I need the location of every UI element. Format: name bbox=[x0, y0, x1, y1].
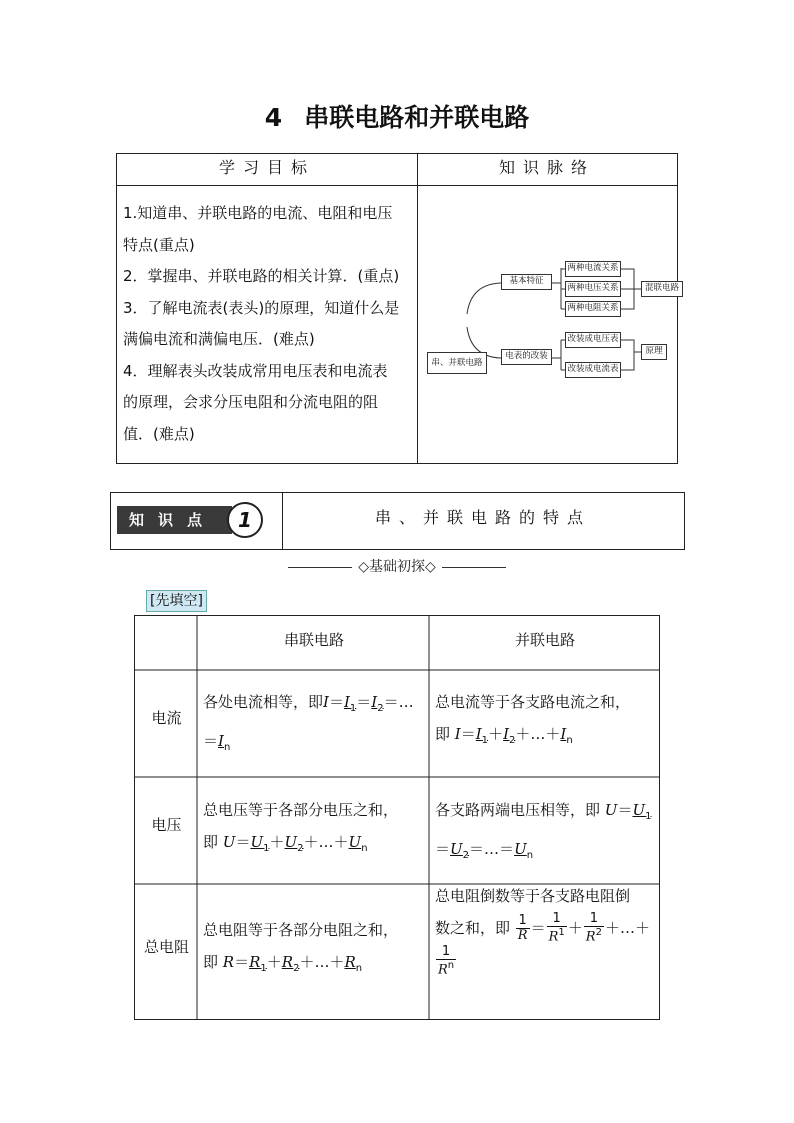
mindmap-leaf: 改装成电流表 bbox=[565, 362, 621, 378]
section-label: ◇基础初探◇ bbox=[0, 556, 794, 576]
mindmap-end-principle: 原理 bbox=[641, 344, 667, 360]
knowledge-point-number: 1 bbox=[227, 502, 263, 538]
parallel-resistance-cell: 总电阻倒数等于各支路电阻倒 数之和，即 $\frac{1}{R}$ ＝ $\frac{1}{R^1}$ ＋ $\frac{1}{R^2}$ ＋…＋ $\frac{1}{R^n}$ bbox=[435, 887, 650, 978]
mindmap-leaf: 两种电流关系 bbox=[565, 261, 621, 277]
series-voltage-cell: 总电压等于各部分电压之和， 即 $U=U_1+U_2+\dots+U_n$ bbox=[203, 801, 399, 854]
page-title: 4 串联电路和并联电路 bbox=[264, 103, 530, 132]
goal-line: 4．理解表头改装成常用电压表和电流表 bbox=[123, 361, 388, 380]
row-header-voltage: 电压 bbox=[151, 816, 182, 834]
goal-line: 2．掌握串、并联电路的相关计算．(重点) bbox=[123, 267, 400, 285]
goal-line: 1.知道串、并联电路的电流、电阻和电压 bbox=[123, 204, 393, 222]
row-header-current: 电流 bbox=[151, 709, 182, 727]
col-header-series: 串联电路 bbox=[283, 631, 344, 649]
mindmap-leaf: 改装成电压表 bbox=[565, 332, 621, 348]
goal-line: 3．了解电流表(表头)的原理，知道什么是 bbox=[123, 298, 400, 317]
objectives-table bbox=[116, 153, 678, 464]
mindmap-end-mixed: 混联电路 bbox=[641, 281, 683, 297]
circuit-comparison-table bbox=[134, 615, 660, 1020]
mindmap-branch-meter: 电表的改装 bbox=[501, 349, 552, 365]
goal-line: 特点(重点) bbox=[123, 235, 195, 254]
mindmap-branch-features: 基本特征 bbox=[501, 274, 552, 290]
knowledge-point-badge: 知识点 bbox=[117, 506, 232, 534]
knowledge-point-bar bbox=[110, 492, 685, 550]
fill-blank-tag: [先填空] bbox=[146, 590, 207, 612]
goals-list bbox=[123, 198, 413, 450]
col-header-parallel: 并联电路 bbox=[514, 631, 575, 649]
parallel-current-cell: 总电流等于各支路电流之和， 即 $I=I_1+I_2+\dots+I_n$ bbox=[435, 693, 631, 746]
header-knowledge-map: 知识脉络 bbox=[498, 158, 595, 177]
mindmap-root: 串、并联电路 bbox=[427, 352, 487, 374]
knowledge-point-title: 串、并联电路的特点 bbox=[374, 508, 591, 527]
goal-line: 满偏电流和满偏电压．(难点) bbox=[123, 330, 315, 348]
goal-line: 值．(难点) bbox=[123, 424, 195, 443]
parallel-voltage-cell: 各支路两端电压相等，即 $U=U_1$ $=U_2=\dots=U_n$ bbox=[435, 801, 652, 861]
header-learning-goals: 学习目标 bbox=[218, 158, 315, 177]
series-current-cell: 各处电流相等，即$I=I_1=I_2=\dots$ $=I_n$ bbox=[203, 693, 414, 753]
mindmap-leaf: 两种电压关系 bbox=[565, 281, 621, 297]
series-resistance-cell: 总电阻等于各部分电阻之和， 即 $R=R_1+R_2+\dots+R_n$ bbox=[203, 921, 399, 974]
row-header-resistance: 总电阻 bbox=[143, 938, 189, 956]
mindmap-leaf: 两种电阻关系 bbox=[565, 301, 621, 317]
goal-line: 的原理，会求分压电阻和分流电阻的阻 bbox=[123, 393, 379, 411]
